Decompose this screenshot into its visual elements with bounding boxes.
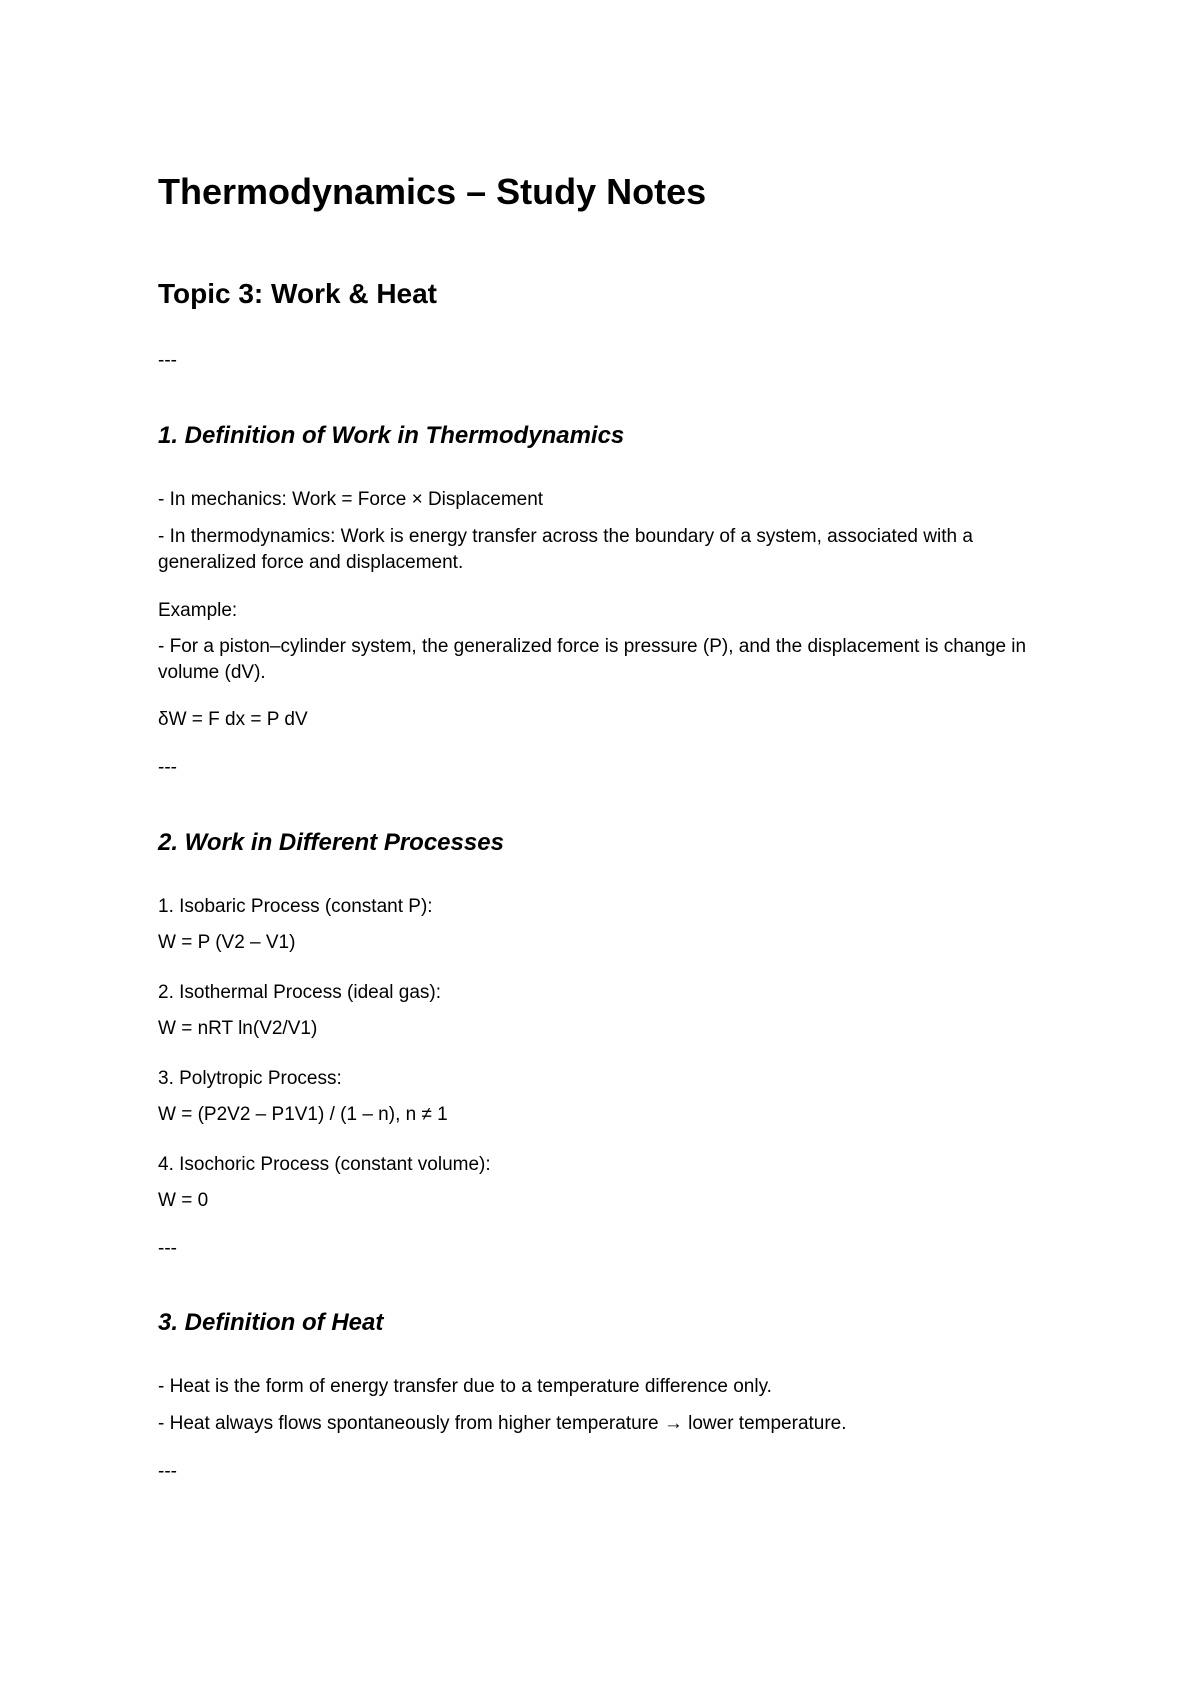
topic-heading: Topic 3: Work & Heat <box>158 278 438 309</box>
process-label-isobaric: 1. Isobaric Process (constant P): <box>158 896 433 917</box>
section-heading-work-definition: 1. Definition of Work in Thermodynamics <box>158 422 625 449</box>
bullet-thermodynamics-work: - In thermodynamics: Work is energy transfer across the boundary of a system, associated with a generalized force and displacement. <box>158 526 973 573</box>
page-title: Thermodynamics – Study Notes <box>158 171 707 212</box>
process-formula-isothermal: W = nRT ln(V2/V1) <box>158 1018 318 1039</box>
separator: --- <box>158 350 177 371</box>
separator: --- <box>158 1461 177 1482</box>
process-formula-polytropic: W = (P2V2 – P1V1) / (1 – n), n ≠ 1 <box>158 1104 448 1125</box>
process-label-isochoric: 4. Isochoric Process (constant volume): <box>158 1154 491 1175</box>
bullet-mechanics-work: - In mechanics: Work = Force × Displacement <box>158 489 544 510</box>
bullet-heat-flow: - Heat always flows spontaneously from higher temperature → lower temperature. <box>158 1413 847 1434</box>
section-heading-heat-definition: 3. Definition of Heat <box>158 1309 384 1336</box>
work-formula: δW = F dx = P dV <box>158 709 308 730</box>
example-label: Example: <box>158 600 238 621</box>
separator: --- <box>158 1238 177 1259</box>
process-formula-isochoric: W = 0 <box>158 1190 209 1211</box>
bullet-heat-definition: - Heat is the form of energy transfer due to a temperature difference only. <box>158 1376 772 1397</box>
section-heading-work-processes: 2. Work in Different Processes <box>158 829 504 856</box>
example-text: - For a piston–cylinder system, the generalized force is pressure (P), and the displacement is change in volume (dV). <box>158 636 1027 683</box>
process-label-polytropic: 3. Polytropic Process: <box>158 1068 342 1089</box>
separator: --- <box>158 757 177 778</box>
process-formula-isobaric: W = P (V2 – V1) <box>158 932 296 953</box>
process-label-isothermal: 2. Isothermal Process (ideal gas): <box>158 982 442 1003</box>
